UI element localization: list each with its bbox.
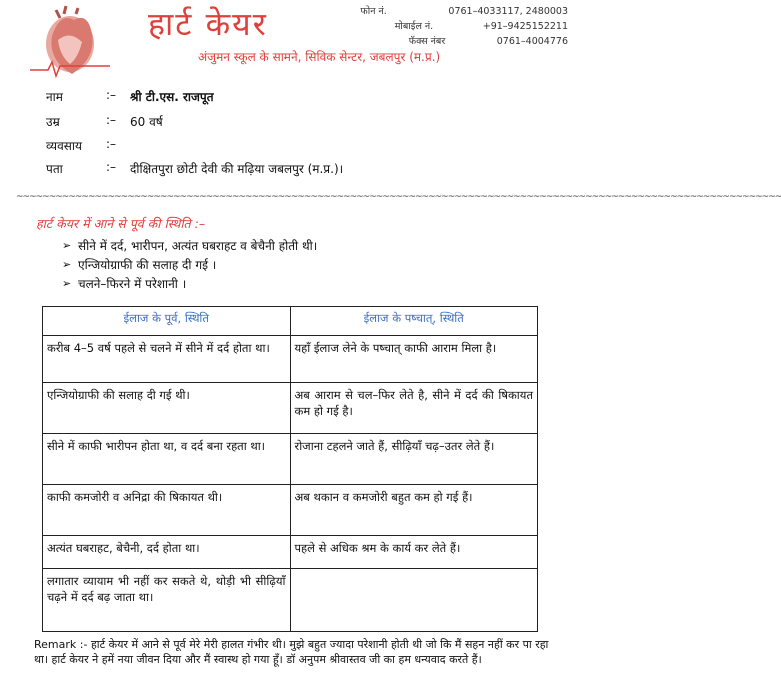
- patient-address: दीक्षितपुरा छोटी देवी की मढ़िया जबलपुर (म.प्र.)।: [130, 162, 344, 176]
- table-row: लगातार व्यायाम भी नहीं कर सकते थे, थोड़ी भी सीढ़ियाँ चढ़ने में दर्द बढ़ जाता था।: [43, 569, 538, 632]
- table-header-row: [43, 307, 538, 336]
- arrow-bullet-icon: ➢: [62, 277, 72, 290]
- col-before-header: ईलाज के पूर्व, स्थिति: [43, 307, 291, 336]
- table-row: काफी कमजोरी व अनिद्रा की षिकायत थी। अब थकान व कमजोरी बहुत कम हो गई हैं।: [43, 485, 538, 536]
- contact-block: [360, 4, 568, 49]
- table-row: सीने में काफी भारीपन होता था, व दर्द बना रहता था। रोजाना टहलने जाते हैं, सीढ़ियाँ चढ़–उतर लेते हैं।: [43, 434, 538, 485]
- decorative-divider: ~~~~~~~~~~~~~~~~~~~~~~~~~~~~~~~~~~~~~~~~~~~~~~~~~~~~~~~~~~~~~~~~~~~~~~~~~~~~~~~~~~~~~~~~~~~~~~~~~~~~~~~~~~~~~~~~~~~~~: [16, 192, 781, 202]
- contact-fax: फॅक्स नंबर 0761–4004776: [408, 36, 568, 47]
- table-row: एन्जियोग्राफी की सलाह दी गई थी। अब आराम से चल–फिर लेते है, सीने में दर्द की षिकायत कम हो गई है।: [43, 383, 538, 434]
- patient-age: 60 वर्ष: [130, 115, 163, 129]
- clinic-name: हार्ट केयर: [148, 5, 268, 43]
- arrow-bullet-icon: ➢: [62, 239, 72, 252]
- table-row: अत्यंत घबराहट, बेचैनी, दर्द होता था। पहले से अधिक श्रम के कार्य कर लेते हैं।: [43, 536, 538, 569]
- heart-logo: [30, 6, 110, 78]
- remark-label: Remark :-: [34, 638, 88, 651]
- contact-phone: फोन नं. 0761–4033117, 2480003: [360, 6, 568, 17]
- table-row: करीब 4–5 वर्ष पहले से चलने में सीने में दर्द होता था। यहाँ ईलाज लेने के पष्चात् काफी आराम मिला है।: [43, 336, 538, 383]
- clinic-address: अंजुमन स्कूल के सामने, सिविक सेन्टर, जबलपुर (म.प्र.): [198, 50, 441, 64]
- list-item: ➢ एन्जियोग्राफी की सलाह दी गई ।: [62, 258, 217, 272]
- contact-mobile: मोबाईल नं. +91–9425152211: [394, 21, 568, 32]
- before-condition-title: हार्ट केयर में आने से पूर्व की स्थिति :–: [36, 216, 206, 231]
- patient-name: श्री टी.एस. राजपूत: [130, 90, 214, 104]
- before-condition-list: [62, 236, 317, 293]
- col-after-header: ईलाज के पष्चात्, स्थिति: [290, 307, 538, 336]
- comparison-table: [42, 306, 538, 632]
- remark-text: हार्ट केयर में आने से पूर्व मेरे मेरी हालत गंभीर थी। मुझे बहुत ज्यादा परेशानी होती थी जो कि मैं सहन नहीं कर पा रहा था। हार्ट केयर ने हमें नया जीवन दिया और मैं स्वास्थ हो गया हूँ। डॉ अनुपम श्रीवास्तव जी का हम धन्यवाद करते हैं।: [34, 638, 549, 666]
- list-item: ➢ सीने में दर्द, भारीपन, अत्यंत घबराहट व बेचैनी होती थी।: [62, 239, 318, 253]
- remark: [34, 637, 560, 667]
- arrow-bullet-icon: ➢: [62, 258, 72, 271]
- list-item: ➢ चलने–फिरने में परेशानी ।: [62, 277, 187, 291]
